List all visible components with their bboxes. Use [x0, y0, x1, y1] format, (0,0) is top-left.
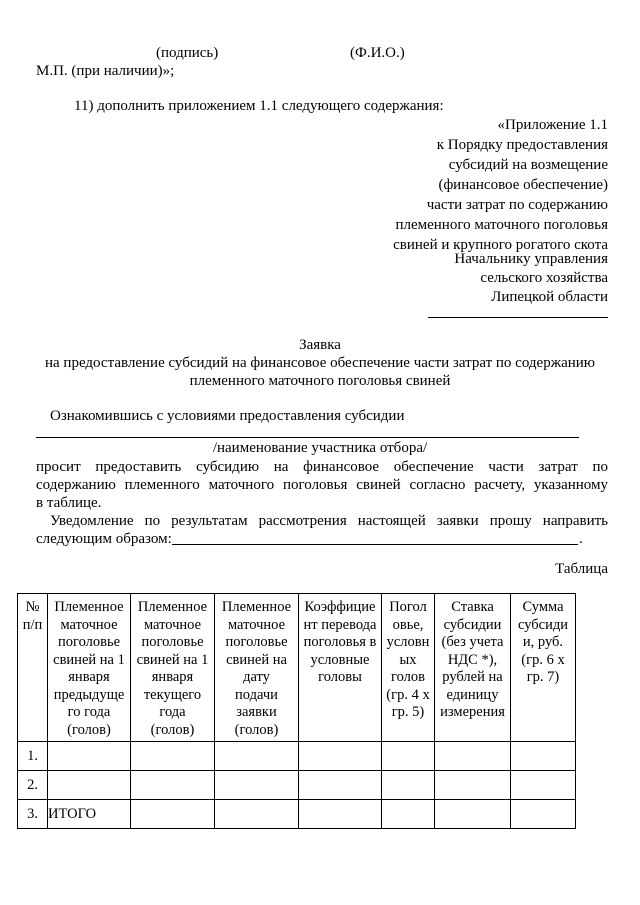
header-line: текущего: [143, 686, 202, 703]
header-line: Погол: [389, 599, 427, 615]
header-line: гр. 5): [391, 704, 425, 720]
header-line: (без учета: [441, 634, 504, 650]
header-num: [18, 594, 48, 742]
row-number-cell: 1.: [18, 742, 48, 771]
header-line: Племенное: [137, 599, 208, 615]
table-cell: [511, 771, 576, 800]
header-line: Племенное: [54, 599, 124, 615]
header-line: ых: [399, 651, 417, 668]
table-cell: [215, 742, 299, 771]
notice-line-1: Уведомление по результатам рассмотрения настоящей заявки прошу направить: [50, 513, 608, 529]
header-line: свиней на 1: [53, 651, 125, 668]
table-cell: [435, 742, 511, 771]
addressee-line: Липецкой области: [491, 289, 608, 305]
header-coefficient: [299, 594, 382, 742]
table-cell: [131, 742, 215, 771]
participant-blank-line: [36, 437, 579, 438]
fio-caption: (Ф.И.О.): [350, 45, 405, 61]
table-cell: [435, 771, 511, 800]
header-line: единицу: [446, 686, 499, 703]
table-row: [18, 742, 576, 771]
intro-text: Ознакомившись с условиями предоставления субсидии: [50, 408, 405, 424]
addressee-blank-line: [428, 317, 608, 318]
header-line: овье,: [392, 616, 424, 633]
document-subtitle-1: на предоставление субсидий на финансовое обеспечение части затрат по содержанию: [45, 355, 595, 371]
header-line: го года: [67, 704, 111, 720]
table-cell: [131, 800, 215, 829]
header-line: и, руб.: [522, 634, 564, 650]
table-cell: [299, 742, 382, 771]
header-line: субсидии: [443, 616, 502, 633]
addressee-block: [454, 250, 608, 307]
header-rate: [435, 594, 511, 742]
document-subtitle-2: племенного маточного поголовья свиней: [189, 373, 451, 389]
table-cell: [511, 742, 576, 771]
body-line-1: просит предоставить субсидию на финансовое обеспечение части затрат по: [36, 459, 608, 475]
header-line: условн: [386, 634, 430, 650]
header-line: Сумма: [522, 599, 564, 615]
appendix-line: (финансовое обеспечение): [438, 177, 608, 193]
body-line-3: в таблице.: [36, 495, 102, 511]
appendix-line: части затрат по содержанию: [426, 197, 608, 213]
header-line: поголовье: [57, 634, 121, 650]
stamp-caption: М.П. (при наличии)»;: [36, 63, 175, 79]
header-line: января: [68, 669, 110, 685]
table-body: [18, 742, 576, 829]
table-cell: [299, 771, 382, 800]
addressee-line: сельского хозяйства: [480, 270, 608, 286]
header-line: предыдуще: [53, 686, 125, 703]
table-row: [18, 800, 576, 829]
header-line: свиней на: [226, 651, 287, 668]
appendix-line: субсидий на возмещение: [448, 157, 608, 173]
appendix-line: к Порядку предоставления: [436, 137, 608, 153]
participant-caption: /наименование участника отбора/: [212, 440, 428, 456]
table-header-row: [18, 594, 576, 742]
header-line: маточное: [60, 616, 118, 633]
header-line: (гр. 6 х: [521, 651, 565, 668]
header-line: (гр. 4 х: [386, 686, 430, 703]
header-line: рублей на: [442, 669, 503, 685]
item-11-text: 11) дополнить приложением 1.1 следующего содержания:: [74, 98, 444, 114]
addressee-line: Начальнику управления: [454, 251, 608, 267]
header-sum: [511, 594, 576, 742]
subsidy-table: [17, 593, 576, 829]
header-line: (голов): [150, 721, 195, 738]
header-line: года: [159, 704, 186, 720]
header-line: НДС *),: [447, 651, 498, 668]
header-line: заявки: [236, 704, 277, 720]
table-caption: Таблица: [555, 561, 608, 577]
row-label-cell: ИТОГО: [48, 800, 131, 829]
table-cell: [131, 771, 215, 800]
header-line: №: [25, 599, 40, 615]
header-line: (голов): [67, 721, 111, 738]
notice-prefix: следующим образом:: [36, 531, 172, 547]
header-line: поголовье: [225, 634, 288, 650]
header-line: января: [151, 669, 194, 685]
header-line: дату: [243, 669, 270, 685]
signature-caption: (подпись): [156, 45, 219, 61]
table-cell: [511, 800, 576, 829]
header-line: свиней на 1: [136, 651, 209, 668]
appendix-line: свиней и крупного рогатого скота: [393, 237, 608, 253]
row-label-cell: [48, 771, 131, 800]
header-line: условные: [310, 651, 370, 668]
appendix-line: «Приложение 1.1: [497, 117, 608, 133]
table-cell: [215, 771, 299, 800]
header-conventional-heads: [382, 594, 435, 742]
header-line: измерения: [440, 704, 505, 720]
header-line: маточное: [143, 616, 202, 633]
table-cell: [382, 742, 435, 771]
header-line: п/п: [22, 616, 43, 633]
header-current-year: [131, 594, 215, 742]
header-application-date: [215, 594, 299, 742]
header-line: гр. 7): [526, 669, 560, 685]
notice-suffix: .: [579, 531, 583, 547]
header-prev-year: [48, 594, 131, 742]
header-line: субсиди: [517, 616, 568, 633]
table-cell: [382, 800, 435, 829]
body-line-2: содержанию племенного маточного поголовья свиней согласно расчету, указанному: [36, 477, 608, 493]
table-cell: [215, 800, 299, 829]
header-line: поголовья в: [303, 634, 377, 650]
header-line: Племенное: [221, 599, 292, 615]
appendix-heading: [393, 115, 608, 255]
header-line: голов: [391, 669, 425, 685]
header-line: Ставка: [451, 599, 494, 615]
row-number-cell: 2.: [18, 771, 48, 800]
table-cell: [435, 800, 511, 829]
header-line: головы: [318, 669, 362, 685]
header-line: (голов): [234, 721, 279, 738]
header-line: подачи: [235, 686, 278, 703]
header-line: нт перевода: [303, 616, 377, 633]
row-number-cell: 3.: [18, 800, 48, 829]
document-title: Заявка: [299, 337, 341, 353]
header-line: Коэффициe: [304, 599, 376, 615]
header-line: поголовье: [141, 634, 204, 650]
table-row: [18, 771, 576, 800]
header-line: маточное: [227, 616, 286, 633]
row-label-cell: [48, 742, 131, 771]
appendix-line: племенного маточного поголовья: [395, 217, 608, 233]
table-cell: [299, 800, 382, 829]
table-cell: [382, 771, 435, 800]
notice-blank-line: [172, 544, 578, 545]
notice-line-2: [36, 530, 172, 548]
